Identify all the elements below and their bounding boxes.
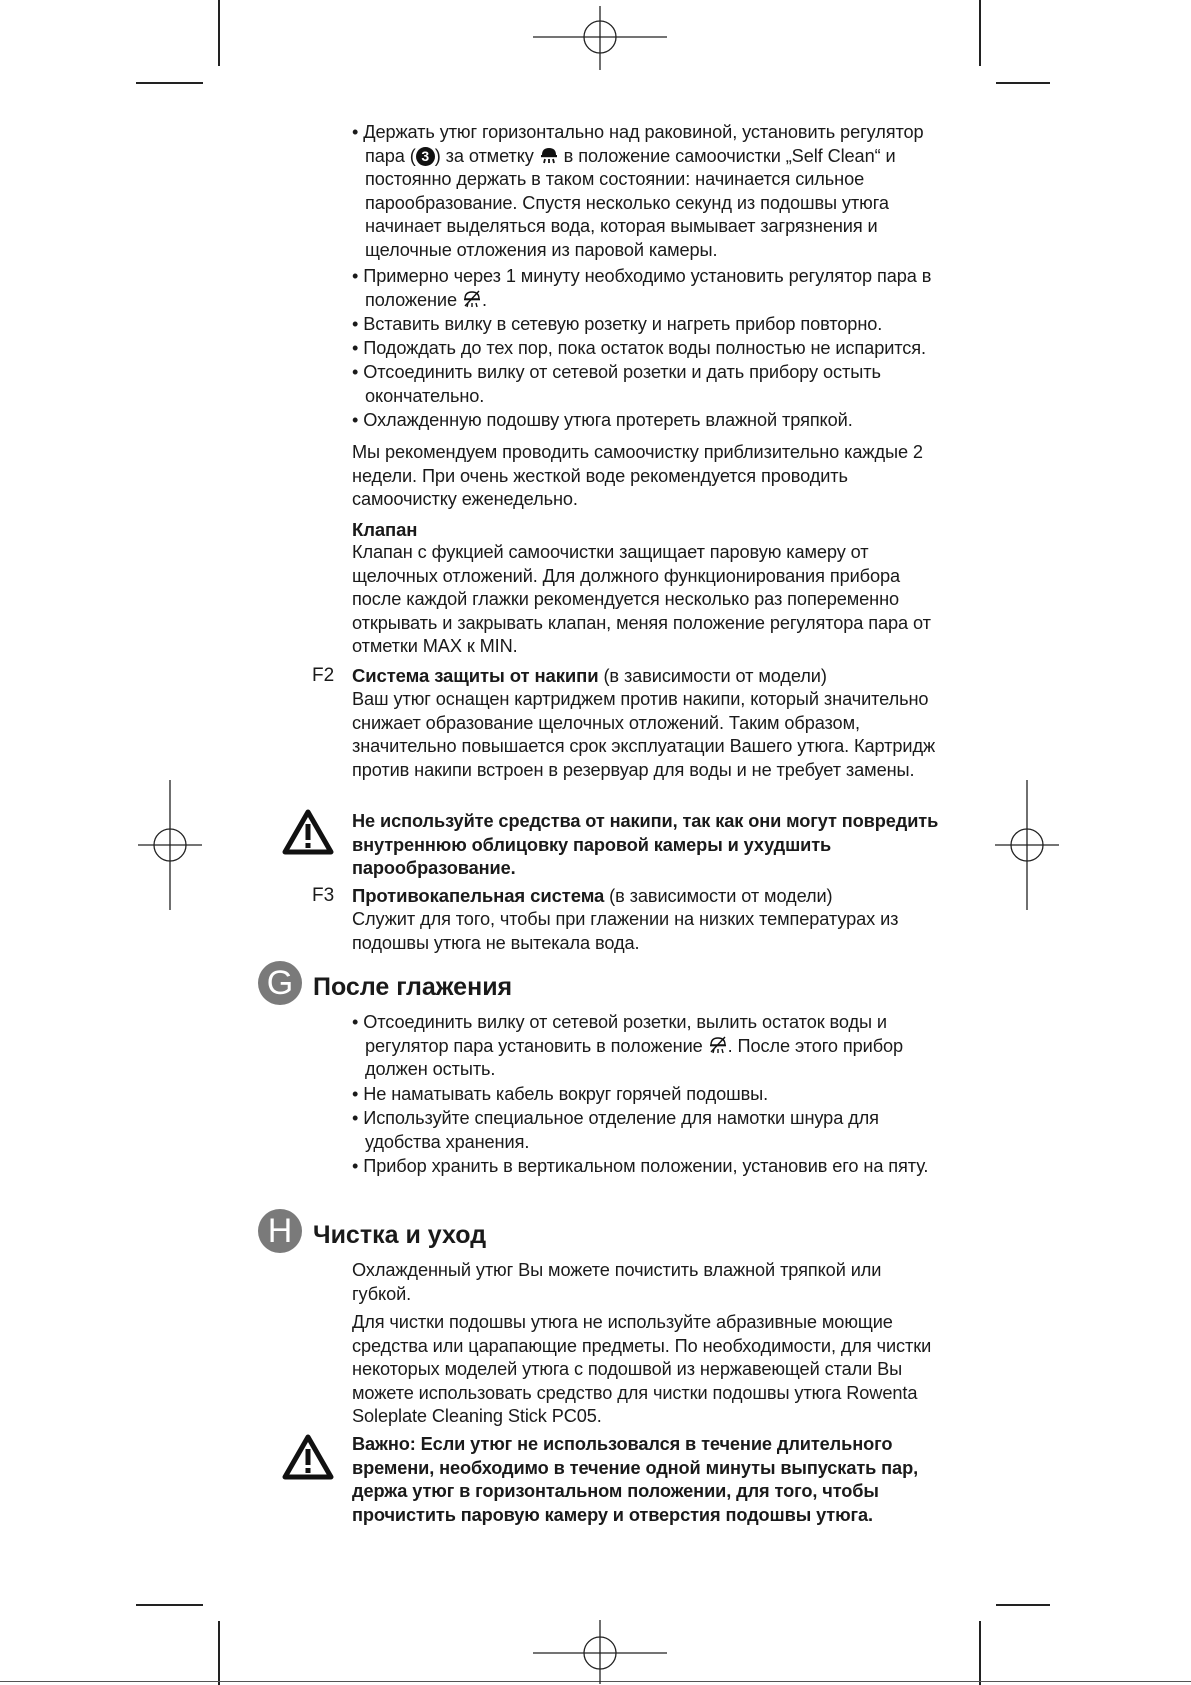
warning-icon [282,1434,334,1480]
warning-icon [282,809,334,855]
section-h-badge: H [258,1209,302,1253]
crop-mark [996,82,1050,84]
crop-mark [218,0,220,66]
valve-heading: Клапан [352,519,418,540]
list-item: • Прибор хранить в вертикальном положении, установив его на пяту. [352,1156,929,1176]
section-h-paragraph: Охлажденный утюг Вы можете почистить влажной тряпкой или губкой. [352,1260,882,1304]
registration-mark-left [138,780,202,910]
section-h-warning-text: Важно: Если утюг не использовался в течение длительного времени, необходимо в течение одной минуты выпускать пар, держа утюг в горизонтальном положении, для того, чтобы прочистить паровую камеру и отверстия подошвы утюга. [352,1434,919,1525]
f3-heading [352,884,942,909]
crop-mark [136,82,203,84]
section-h-paragraph: Для чистки подошвы утюга не используйте абразивные моющие средства или царапающие предметы. По необходимости, для чистки некоторых моделей утюга с подошвой из нержавеющей стали Вы можете использовать средство для чистки подошвы утюга Rowenta Soleplate Cleaning Stick PC05. [352,1312,932,1427]
registration-mark-right [995,780,1059,910]
list-item: • Подождать до тех пор, пока остаток воды полностью не испарится. [352,338,926,358]
no-steam-icon [462,290,482,308]
f2-title: Система защиты от накипи [352,665,599,686]
no-steam-icon [708,1036,728,1054]
self-clean-steam-icon [539,146,559,164]
f3-label: F3 [312,885,335,906]
list-item: • Не наматывать кабель вокруг горячей подошвы. [352,1084,769,1104]
list-item: • Примерно через 1 минуту необходимо установить регулятор пара в положение . [352,266,932,310]
list-item: • Отсоединить вилку от сетевой розетки, вылить остаток воды и регулятор пара установить в положение . После этого прибор должен остыть. [352,1012,904,1080]
crop-mark [136,1604,203,1606]
list-item: • Охлажденную подошву утюга протереть влажной тряпкой. [352,410,853,430]
f2-label: F2 [312,665,335,686]
f2-heading [352,664,942,689]
registration-mark-bottom [533,1620,667,1684]
recommendation-paragraph: Мы рекомендуем проводить самоочистку приблизительно каждые 2 недели. При очень жесткой воде рекомендуется проводить самоочистку еженедельно. [352,442,923,510]
crop-mark [979,1621,981,1685]
crop-mark [979,0,981,66]
crop-mark [996,1604,1050,1606]
section-h-title: Чистка и уход [313,1221,487,1249]
f3-paragraph: Служит для того, чтобы при глажении на низких температурах из подошвы утюга не вытекала вода. [352,909,899,953]
dial-number-badge: 3 [416,147,435,166]
f3-note: (в зависимости от модели) [604,886,833,906]
list-item: • Держать утюг горизонтально над раковиной, установить регулятор пара ( 3 ) за отметку в положение самоочистки „Self Clean“ и постоянно держать в таком состоянии: начинается сильное парообразование. Спустя несколько секунд из подошвы утюга начинает выделяться вода, которая вымывает загрязнения и щелочные отложения из паровой камеры. [352,122,924,260]
list-item: • Используйте специальное отделение для намотки шнура для удобства хранения. [352,1108,879,1152]
section-g-title: После глажения [313,973,513,1001]
f2-note: (в зависимости от модели) [598,666,827,686]
list-item: • Отсоединить вилку от сетевой розетки и дать прибору остыть окончательно. [352,362,881,406]
f2-warning-text: Не используйте средства от накипи, так как они могут повредить внутреннюю облицовку паровой камеры и ухудшить парообразование. [352,811,939,879]
registration-mark-top [533,6,667,70]
f3-title: Противокапельная система [352,885,605,906]
crop-mark [218,1621,220,1685]
list-item: • Вставить вилку в сетевую розетку и нагреть прибор повторно. [352,314,883,334]
valve-paragraph: Клапан с фукцией самоочистки защищает паровую камеру от щелочных отложений. Для должного функционирования прибора после каждой глажки рекомендуется несколько раз попеременно открывать и закрывать клапан, меняя положение регулятора пара от отметки MAX к MIN. [352,542,931,657]
f2-paragraph: Ваш утюг оснащен картриджем против накипи, который значительно снижает образование щелочных отложений. Таким образом, значительно повышается срок эксплуатации Вашего утюга. Картридж против накипи встроен в резервуар для воды и не требует замены. [352,689,936,780]
section-g-badge: G [258,961,302,1005]
